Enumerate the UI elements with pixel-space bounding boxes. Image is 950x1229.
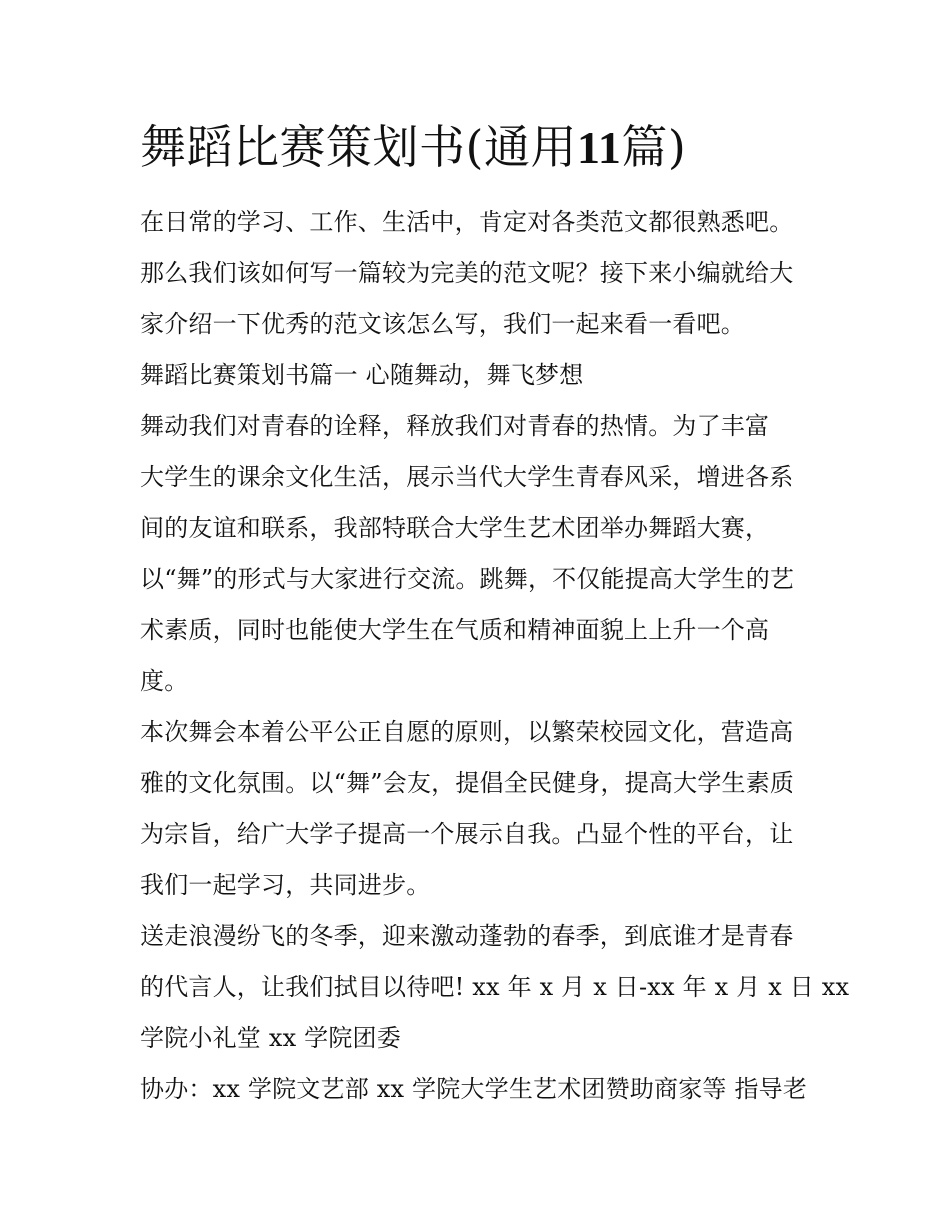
body-line: 度。 [140, 667, 189, 695]
body-line: 的代言人，让我们拭目以待吧! xx 年 x 月 x 日-xx 年 x 月 x 日 xx [140, 973, 850, 1001]
body-line: 雅的文化氛围。以“舞”会友，提倡全民健身，提高大学生素质 [140, 769, 795, 797]
body-line: 那么我们该如何写一篇较为完美的范文呢？接下来小编就给大 [140, 259, 794, 287]
body-line: 我们一起学习，共同进步。 [140, 871, 431, 899]
body-line: 间的友谊和联系，我部特联合大学生艺术团举办舞蹈大赛， [140, 514, 770, 542]
body-line: 为宗旨，给广大学子提高一个展示自我。凸显个性的平台，让 [140, 820, 794, 848]
body-line: 协办：xx 学院文艺部 xx 学院大学生艺术团赞助商家等 指导老 [140, 1075, 808, 1103]
body-line: 家介绍一下优秀的范文该怎么写，我们一起来看一看吧。 [140, 310, 745, 338]
title-suffix: 篇) [621, 120, 687, 174]
body-line: 以“舞”的形式与大家进行交流。跳舞，不仅能提高大学生的艺 [140, 565, 795, 593]
body-line: 本次舞会本着公平公正自愿的原则，以繁荣校园文化，营造高 [140, 718, 794, 746]
body-line: 在日常的学习、工作、生活中，肯定对各类范文都很熟悉吧。 [140, 208, 794, 236]
document-title [140, 115, 820, 180]
body-line: 送走浪漫纷飞的冬季，迎来激动蓬勃的春季，到底谁才是青春 [140, 922, 794, 950]
body-line: 舞动我们对青春的诠释，释放我们对青春的热情。为了丰富 [140, 412, 770, 440]
document-page [140, 115, 850, 1115]
body-line: 学院小礼堂 xx 学院团委 [140, 1024, 401, 1052]
title-number: 11 [576, 122, 622, 173]
body-line: 术素质，同时也能使大学生在气质和精神面貌上上升一个高 [140, 616, 770, 644]
title-prefix: 舞蹈比赛策划书(通用 [140, 120, 577, 174]
body-line: 大学生的课余文化生活，展示当代大学生青春风采，增进各系 [140, 463, 794, 491]
section-heading: 舞蹈比赛策划书篇一 心随舞动，舞飞梦想 [140, 361, 584, 389]
